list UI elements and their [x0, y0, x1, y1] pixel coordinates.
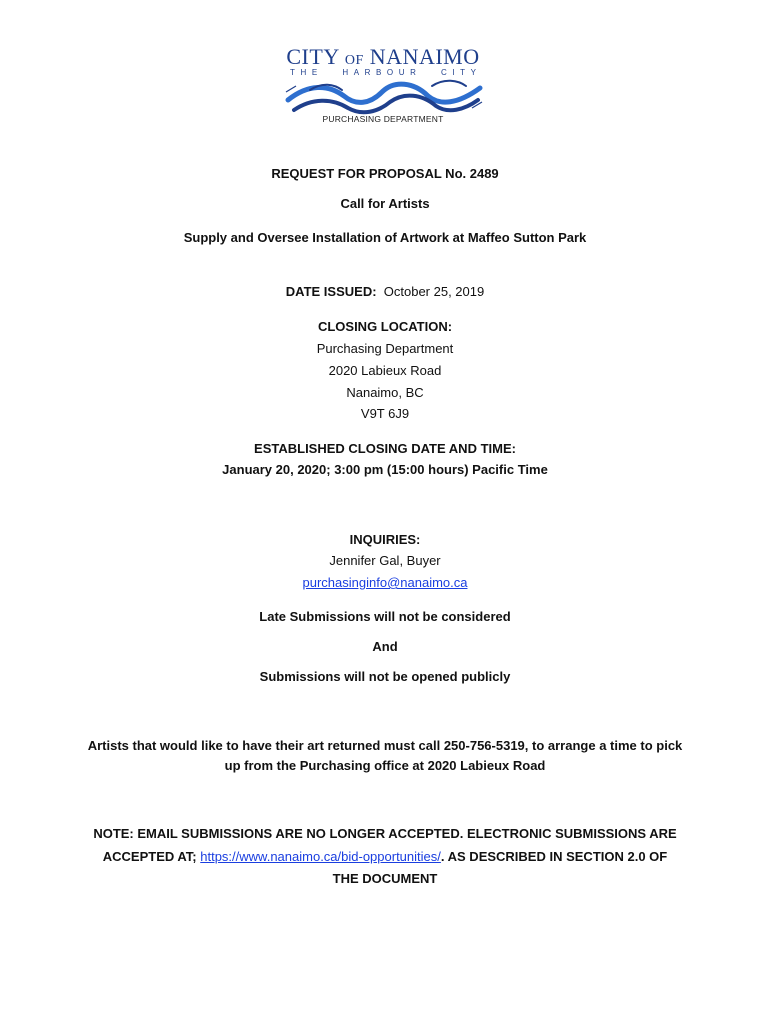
not-public-notice: Submissions will not be opened publicly — [259, 669, 511, 684]
final-note-line2 — [0, 849, 770, 865]
inquiries-email-row — [0, 575, 770, 591]
logo-tagline-letter: R — [410, 68, 416, 77]
inquiries-label: INQUIRIES: — [349, 532, 421, 547]
logo-tagline-letter: I — [452, 68, 455, 77]
logo-tagline-letter: A — [353, 68, 360, 77]
logo-tagline-letter: U — [398, 68, 405, 77]
logo-tagline-letter: C — [441, 68, 447, 77]
inquiries-email-link[interactable]: purchasinginfo@nanaimo.ca — [302, 575, 468, 590]
logo-tagline-letter: O — [386, 68, 394, 77]
date-issued — [0, 284, 770, 300]
logo-wordmark — [278, 44, 488, 70]
final-note-line3: THE DOCUMENT — [332, 871, 438, 886]
logo-tagline-letter: R — [364, 68, 371, 77]
project-title: Supply and Oversee Installation of Artwork at Maffeo Sutton Park — [183, 230, 587, 245]
logo-tagline-letter: Y — [470, 68, 476, 77]
city-of-nanaimo-logo — [278, 44, 488, 124]
closing-location-line: Nanaimo, BC — [346, 385, 424, 400]
closing-location-line: Purchasing Department — [316, 341, 454, 356]
logo-tagline-letter: T — [460, 68, 466, 77]
and-text: And — [372, 639, 398, 654]
logo-tagline — [290, 68, 476, 77]
date-issued-label: DATE ISSUED: — [285, 284, 377, 299]
closing-location-line: 2020 Labieux Road — [328, 363, 442, 378]
logo-tagline-letter: B — [375, 68, 382, 77]
date-issued-value: October 25, 2019 — [383, 284, 485, 299]
logo-tagline-letter: T — [290, 68, 295, 77]
wave-graphic-icon — [282, 78, 486, 116]
late-submissions-notice: Late Submissions will not be considered — [259, 609, 511, 624]
logo-tagline-letter: E — [311, 68, 318, 77]
final-note-line1: NOTE: EMAIL SUBMISSIONS ARE NO LONGER ACCEPTED. ELECTRONIC SUBMISSIONS ARE — [93, 826, 677, 841]
inquiries-contact: Jennifer Gal, Buyer — [329, 553, 441, 568]
artists-return-note-line1: Artists that would like to have their art returned must call 250-756-5319, to arrange a time to pick — [87, 738, 683, 753]
logo-department: PURCHASING DEPARTMENT — [322, 114, 444, 124]
final-note-suffix: . AS DESCRIBED IN SECTION 2.0 OF — [440, 849, 668, 864]
artists-return-note-line2: up from the Purchasing office at 2020 Labieux Road — [224, 758, 546, 773]
logo-tagline-letter: H — [300, 68, 307, 77]
closing-time-label: ESTABLISHED CLOSING DATE AND TIME: — [254, 441, 516, 456]
rfp-title: REQUEST FOR PROPOSAL No. 2489 — [271, 166, 499, 181]
closing-time-value: January 20, 2020; 3:00 pm (15:00 hours) Pacific Time — [222, 462, 548, 477]
logo-of: OF — [344, 53, 364, 68]
logo-name: NANAIMO — [369, 44, 480, 69]
rfp-subtitle: Call for Artists — [340, 196, 430, 211]
final-note-prefix: ACCEPTED AT; — [102, 849, 201, 864]
closing-location-line: V9T 6J9 — [360, 406, 410, 421]
closing-location-label: CLOSING LOCATION: — [317, 319, 453, 334]
logo-tagline-letter: H — [342, 68, 349, 77]
logo-city: CITY — [286, 44, 339, 69]
bid-opportunities-link[interactable]: https://www.nanaimo.ca/bid-opportunities/ — [200, 849, 441, 864]
